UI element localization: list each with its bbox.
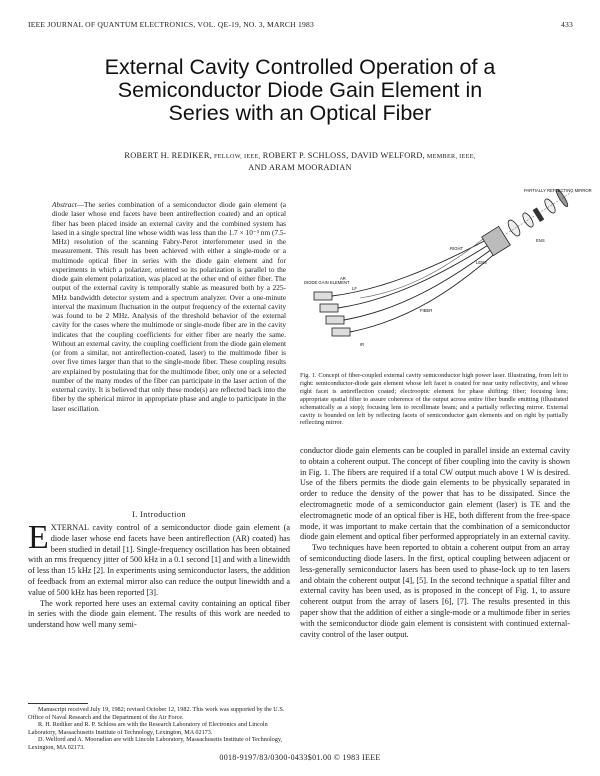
- label-ens: ENS: [536, 238, 545, 243]
- label-lf: LF: [352, 286, 357, 291]
- paper-title: [40, 56, 560, 125]
- footnote-received: Manuscript received July 19, 1982; revised October 12, 1982. This work was supported by the U.S. Office of Naval Research and the Department of the Air Force.: [28, 706, 285, 721]
- label-right: RIGHT: [450, 246, 464, 251]
- figure-1-caption: Fig. 1. Concept of fiber-coupled external cavity semiconductor high power laser. Illustrating, from left to right: semiconductor-diode gain element whose left facet is coated for near unity reflectivity, and whose right facet is antireflection coated; electrooptic element for phase shifting; fiber; focusing lens; appropriate spatial filter to assure coherence of the output across entire fiber bundle emitting (illustrated schematically as a stop); focusing lens to recollimate beam; and a partially reflecting mirror. External cavity is bounded on left by reflecting facets of semiconductor gain elements and on right by partially reflecting mirror.: [300, 372, 568, 427]
- optical-fibers: [332, 235, 499, 332]
- footnote: [28, 703, 290, 752]
- author-degree-member: MEMBER, IEEE,: [425, 153, 476, 160]
- right-paragraph-1: conductor diode gain elements can be coupled in parallel inside an external cavity to obtain a coherent output. The concept of fiber coupling into the cavity is shown in Fig. 1. The fibers are required if a total CW output much above 1 W is desired. Use of the fibers permits the diode gain elements to be physically separated in order to reduce the density of the power that has to be dissipated. Since the electromagnetic mode of a semiconductor gain element (laser) is TE and the electromagnetic mode of an optical fiber is HE, both different from the free-space mode, it was important to make certain that the combination of a semiconductor diode gain element and optical fiber performed appropriately in an external cavity.: [300, 446, 570, 542]
- label-ir: IR: [360, 342, 365, 347]
- fiber-bundle-housing: [482, 188, 570, 255]
- footnote-affiliation-1: R. H. Rediker and R. P. Schloss are with the Research Laboratory of Electronics and Lincoln Laboratory, Massachusetts Institute of Technology, Lexington, MA 02173.: [28, 721, 268, 736]
- author-rediker: ROBERT H. REDIKER,: [124, 151, 213, 160]
- label-partially-reflecting-mirror: PARTIALLY REFLECTING MIRROR: [524, 188, 592, 193]
- journal-line: IEEE JOURNAL OF QUANTUM ELECTRONICS, VOL. QE-19, NO. 3, MARCH 1983: [28, 20, 314, 29]
- author-degree-fellow: FELLOW, IEEE,: [212, 153, 261, 160]
- diode-gain-elements: [314, 292, 350, 336]
- abstract: [52, 200, 286, 413]
- intro-paragraph-2: The work reported here uses an external cavity containing an optical fiber in series with the diode gain element. The results of this work are needed to understand how well many semi-: [28, 598, 290, 630]
- running-head: [28, 20, 573, 29]
- abstract-text: —The series combination of a semiconductor diode gain element (a diode laser whose end facets have been antireflection coated) and an optical fiber has been placed inside an external cavity and the combined system has lased in a single spectral line whose width was less than the 1.7 × 10⁻³ nm (7.5-MHz) resolution of the scanning Fabry-Perot interferometer used in the measurement. This result has been achieved with either a single-mode or a multimode optical fiber in series with the diode gain element and for experiments in which a polarizer, oriented so its polarization is parallel to the diode gain element polarization, was placed at the other end of either fiber. The output of the external cavity is temporally stable as measured both by a 225-MHz bandwidth detector system and a spectrum analyzer. Over a one-minute interval the maximum fluctuation in the output frequency of the external cavity was found to be 2 MHz. Analysis of the threshold behavior of the external cavity for the cases where the multimode or single-mode fiber are in the cavity indicates that the coupling coefficients for either fiber are nearly the same. Without an external cavity, the coupling coefficient from the diode gain element (or from a similar, not antireflection-coated, laser) to the multimode fiber is over five times larger than that to the single-mode fiber. These coupling results are explained by postulating that for the multimode fiber, only one or a selected number of the many modes of the fiber can participate in the laser action of the external cavity. It is believed that only these mode(s) are reflected back into the fiber by the spherical mirror in appropriate phase and angle to participate in the laser oscillation.: [52, 200, 286, 413]
- figure-1: [300, 180, 592, 370]
- figure-1-drawing: [300, 180, 592, 370]
- author-schloss-welford: ROBERT P. SCHLOSS, DAVID WELFORD,: [260, 151, 426, 160]
- label-lens: LENS: [476, 260, 487, 265]
- title-line-2: Semiconductor Diode Gain Element in: [117, 78, 483, 102]
- drop-cap: E: [28, 519, 49, 556]
- intro-paragraph-1: [28, 519, 290, 599]
- author-mooradian: AND ARAM MOORADIAN: [248, 163, 352, 172]
- author-list: [60, 150, 540, 173]
- copyright-line: 0018-9197/83/0300-0433$01.00 © 1983 IEEE: [219, 753, 381, 762]
- abstract-label: Abstract: [52, 200, 77, 209]
- intro-paragraph-1-text: XTERNAL cavity control of a semiconductor diode gain element (a diode laser whose end facets have been antireflection (AR) coated) has been studied in detail [1]. Single-frequency oscillation has been obtained with an rms frequency jitter of 500 kHz in a 0.1 second [1] and with a linewidth of less than 15 kHz [2]. In experiments using semiconductor lasers, the addition of feedback from an external mirror also can reduce the output linewidth and a value of 500 kHz has been reported [3].: [28, 523, 290, 597]
- footnote-affiliation-2: D. Welford and A. Mooradian are with Lincoln Laboratory, Massachusetts Institute of Technology, Lexington, MA 02173.: [28, 736, 283, 751]
- footnote-rule: [28, 703, 88, 704]
- introduction-body: [28, 519, 290, 631]
- page-number: 433: [561, 20, 573, 29]
- label-fiber: FIBER: [420, 308, 433, 313]
- title-line-1: External Cavity Controlled Operation of a: [104, 55, 496, 79]
- title-line-3: Series with an Optical Fiber: [168, 101, 432, 125]
- label-ar: AR: [340, 276, 346, 281]
- right-column-body: [300, 446, 570, 640]
- label-diode-gain-element: DIODE GAIN ELEMENT: [304, 280, 350, 285]
- section-heading-introduction: I. Introduction: [132, 510, 186, 519]
- right-paragraph-2: Two techniques have been reported to obtain a coherent output from an array of semiconducting diode lasers. In the first, optical coupling between adjacent or less-generally semiconductor lasers has been used to phase-lock up to ten lasers and obtain the coherent output [4], [5]. In the second technique a spatial filter and external cavity has been used, as is proposed in the concept of Fig. 1, to assure coherent output from the array of lasers [6], [7]. The results presented in this paper show that the addition of either a single-mode or a multimode fiber in series with the semiconductor diode gain element is consistent with continued external-cavity control of the laser output.: [300, 543, 570, 639]
